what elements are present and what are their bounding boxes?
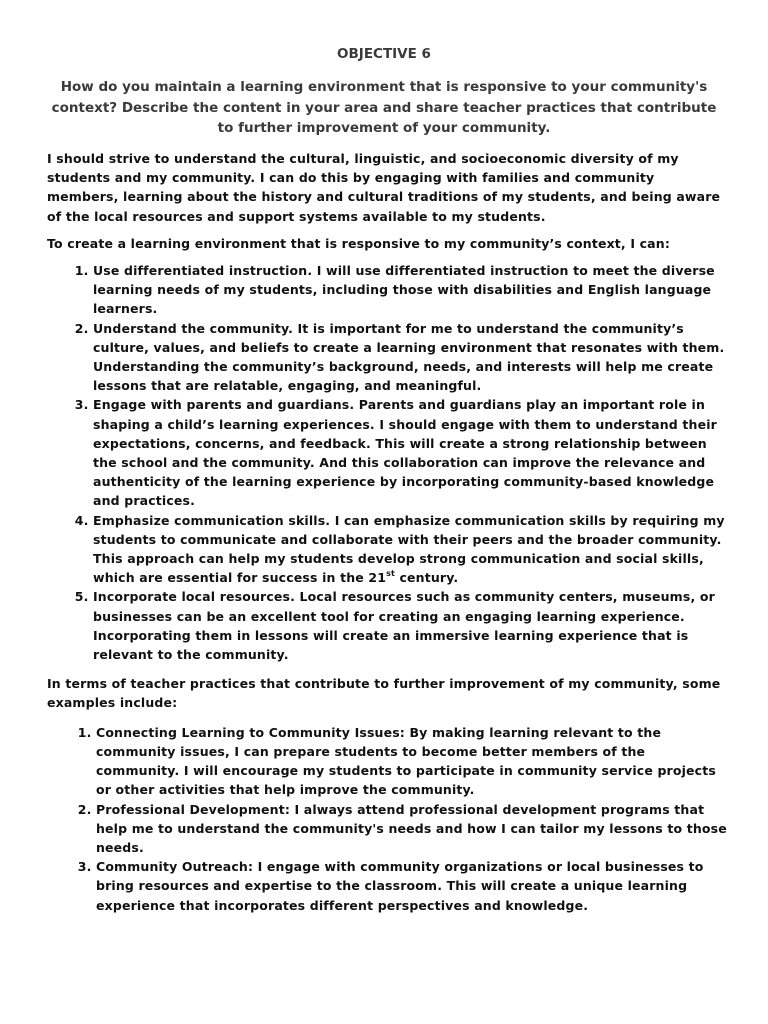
list1-lead: To create a learning environment that is responsive to my community’s context, I can: <box>47 235 670 251</box>
responsive-strategies-list <box>47 261 727 664</box>
list-item-tail: century. <box>394 570 459 586</box>
list-item: 5. Incorporate local resources. Local resources such as community centers, museums, or businesses can be an excellent tool for creating an engaging learning experience. Incorporating them in lessons will create an immersive learning experience that is relevant to the community. <box>93 587 727 664</box>
page-title: OBJECTIVE 6 <box>337 46 431 62</box>
list-item-text: Emphasize communication skills. I can emphasize communication skills by requiring my students to communicate and collaborate with their peers and the broader community. This approach can help my students develop strong communication and social skills, which are essential for success in the 21 <box>93 512 725 586</box>
list-item: 2. Professional Development: I always attend professional development programs that help me to understand the community's needs and how I can tailor my lessons to those needs. <box>96 800 727 858</box>
list-item: 3. Community Outreach: I engage with community organizations or local businesses to bring resources and expertise to the classroom. This will create a unique learning experience that incorporates different perspectives and knowledge. <box>96 857 727 915</box>
list2-lead: In terms of teacher practices that contribute to further improvement of my community, some examples include: <box>47 676 721 711</box>
list-item <box>93 511 727 588</box>
teacher-practices-list <box>47 723 727 915</box>
list-item: 1. Connecting Learning to Community Issues: By making learning relevant to the community issues, I can prepare students to become better members of the community. I will encourage my students to participate in community service projects or other activities that help improve the community. <box>96 723 727 800</box>
list-item: 2. Understand the community. It is important for me to understand the community’s culture, values, and beliefs to create a learning environment that resonates with them. Understanding the community’s background, needs, and interests will help me create lessons that are relatable, engaging, and meaningful. <box>93 319 727 396</box>
list-item: 1. Use differentiated instruction. I will use differentiated instruction to meet the diverse learning needs of my students, including those with disabilities and English language learners. <box>93 261 727 319</box>
intro-paragraph: I should strive to understand the cultural, linguistic, and socioeconomic diversity of my students and my community. I can do this by engaging with families and community members, learning about the history and cultural traditions of my students, and being aware of the local resources and support systems available to my students. <box>47 151 721 224</box>
document-body <box>47 149 727 915</box>
objective-question: How do you maintain a learning environment that is responsive to your community's context? Describe the content in your area and share teacher practices that contribute to further improvement of your community. <box>51 79 717 136</box>
superscript-st: st <box>386 569 395 579</box>
list-item: 3. Engage with parents and guardians. Parents and guardians play an important role in shaping a child’s learning experiences. I should engage with them to understand their expectations, concerns, and feedback. This will create a strong relationship between the school and the community. And this collaboration can improve the relevance and authenticity of the learning experience by incorporating community-based knowledge and practices. <box>93 395 727 510</box>
